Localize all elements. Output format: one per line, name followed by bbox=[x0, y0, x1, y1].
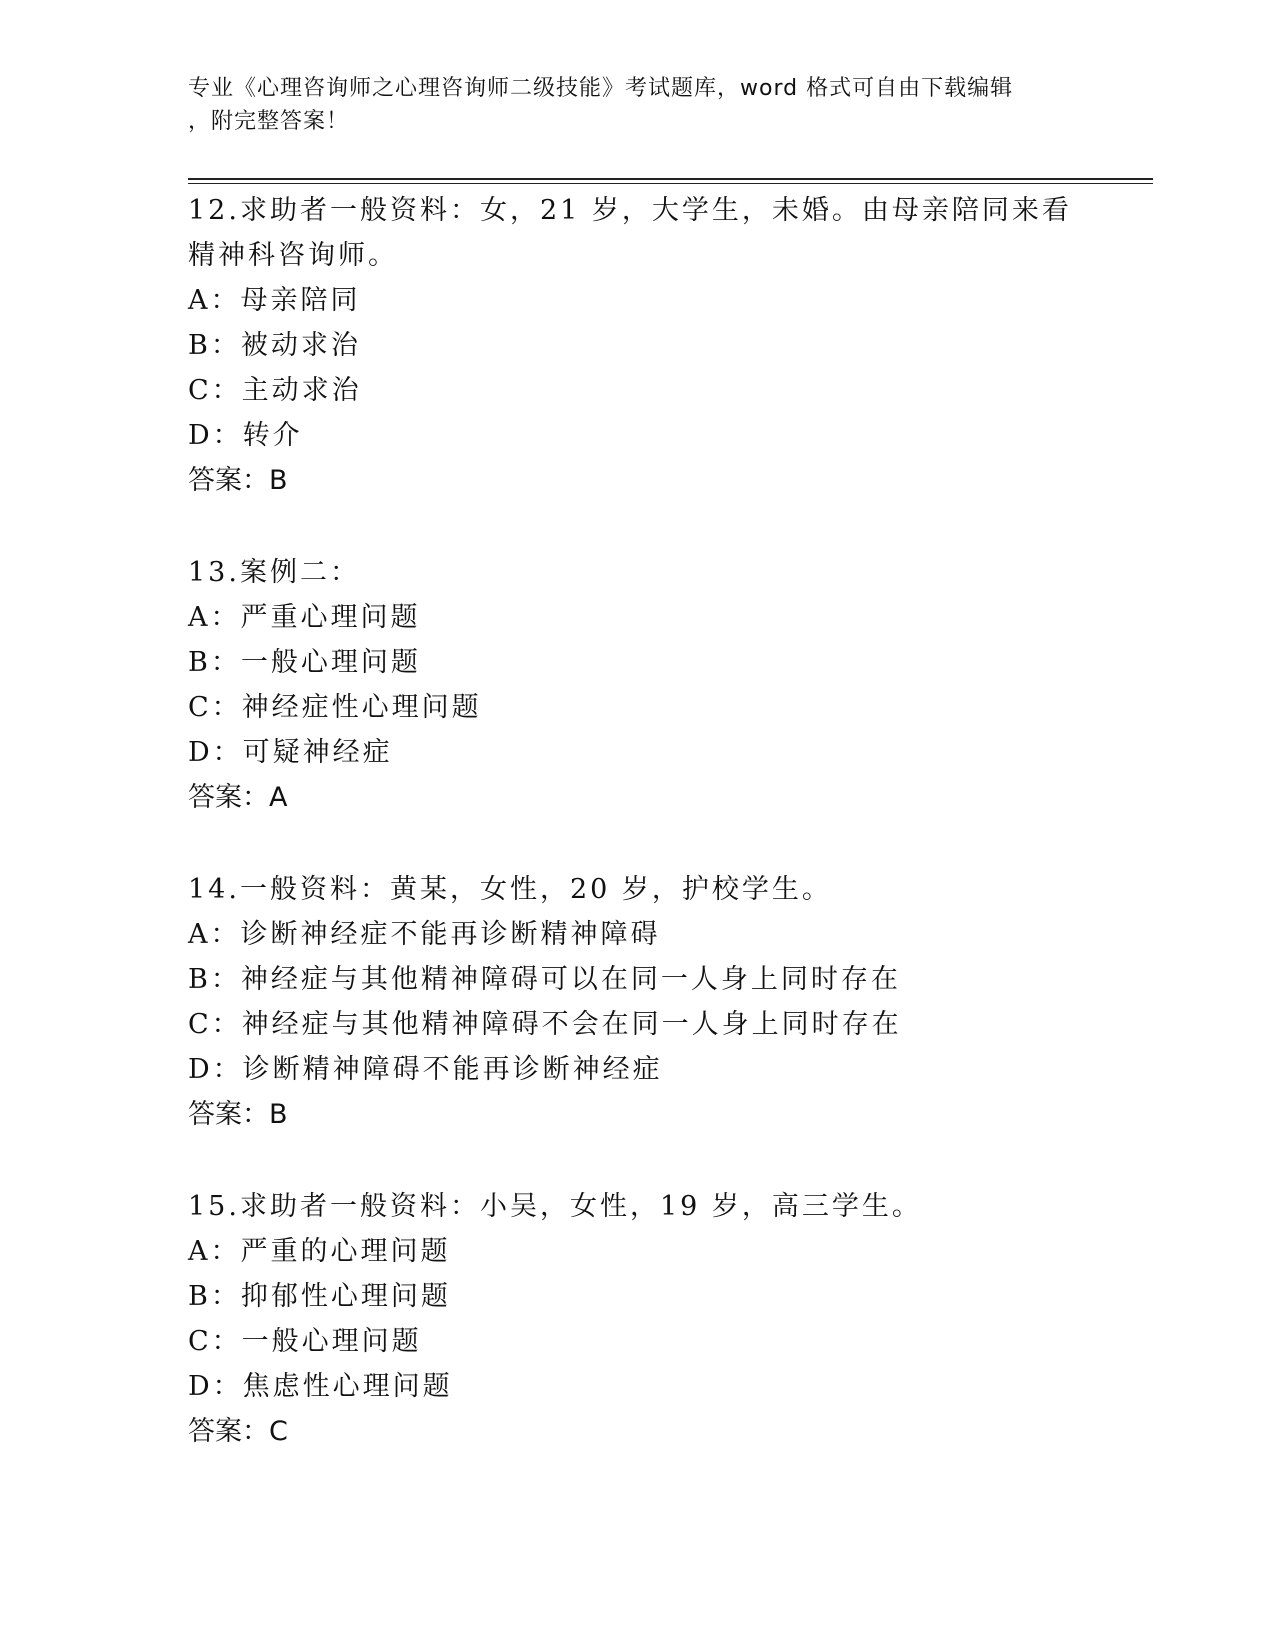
header-divider-thin bbox=[188, 183, 1153, 184]
option-a: A：母亲陪同 bbox=[188, 285, 361, 316]
question-stem: 13.案例二： bbox=[188, 557, 360, 588]
answer-line: 答案：A bbox=[188, 782, 288, 813]
question-stem: 14.一般资料：黄某，女性，20 岁，护校学生。 bbox=[188, 874, 832, 905]
option-a: A：严重的心理问题 bbox=[188, 1236, 451, 1267]
option-d: D：焦虑性心理问题 bbox=[188, 1371, 453, 1402]
question-13 bbox=[188, 550, 1148, 821]
option-a: A：严重心理问题 bbox=[188, 602, 421, 633]
option-d: D：转介 bbox=[188, 420, 303, 451]
option-a: A：诊断神经症不能再诊断精神障碍 bbox=[188, 919, 661, 950]
question-15 bbox=[188, 1184, 1148, 1455]
answer-line: 答案：C bbox=[188, 1416, 288, 1447]
question-stem: 15.求助者一般资料：小吴，女性，19 岁，高三学生。 bbox=[188, 1191, 922, 1222]
question-14 bbox=[188, 867, 1148, 1138]
question-stem: 12.求助者一般资料：女，21 岁，大学生，未婚。由母亲陪同来看精神科咨询师。 bbox=[188, 195, 1072, 271]
option-c: C：神经症性心理问题 bbox=[188, 692, 482, 723]
answer-line: 答案：B bbox=[188, 1099, 288, 1130]
option-b: B：一般心理问题 bbox=[188, 647, 421, 678]
option-c: C：神经症与其他精神障碍不会在同一人身上同时存在 bbox=[188, 1009, 902, 1040]
option-b: B：神经症与其他精神障碍可以在同一人身上同时存在 bbox=[188, 964, 901, 995]
option-c: C：主动求治 bbox=[188, 375, 362, 406]
answer-line: 答案：B bbox=[188, 465, 288, 496]
header-line-1: 专业《心理咨询师之心理咨询师二级技能》考试题库，word 格式可自由下载编辑 bbox=[188, 76, 1014, 101]
option-b: B：被动求治 bbox=[188, 330, 361, 361]
header-line-2: ，附完整答案！ bbox=[188, 109, 350, 134]
option-d: D：可疑神经症 bbox=[188, 737, 393, 768]
header-divider bbox=[188, 178, 1153, 180]
option-d: D：诊断精神障碍不能再诊断神经症 bbox=[188, 1054, 663, 1085]
question-list bbox=[188, 188, 1148, 1501]
option-b: B：抑郁性心理问题 bbox=[188, 1281, 451, 1312]
question-12 bbox=[188, 188, 1148, 504]
option-c: C：一般心理问题 bbox=[188, 1326, 422, 1357]
document-header bbox=[188, 72, 1088, 138]
